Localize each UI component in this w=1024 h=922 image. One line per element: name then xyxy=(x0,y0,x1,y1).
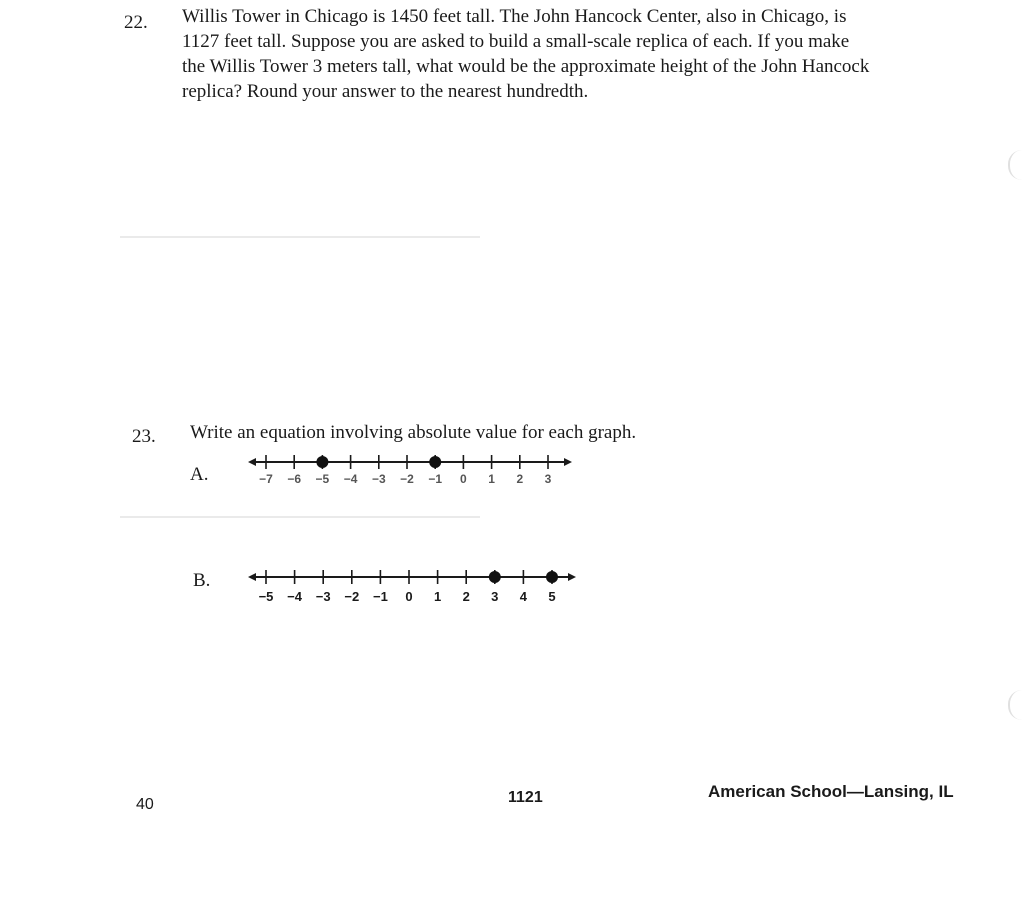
tick-label: 3 xyxy=(544,472,552,486)
tick-label: 1 xyxy=(488,472,495,486)
left-arrow-icon xyxy=(248,458,256,466)
tick-label: 0 xyxy=(460,472,467,486)
question-22-line: replica? Round your answer to the nearest hundredth. xyxy=(182,81,589,102)
plotted-point xyxy=(489,571,501,583)
question-22-line: Willis Tower in Chicago is 1450 feet tall. The John Hancock Center, also in Chicago, is xyxy=(182,6,847,27)
question-23-prompt: Write an equation involving absolute value for each graph. xyxy=(190,422,637,443)
tick-label: −1 xyxy=(372,589,388,604)
tick-label: −5 xyxy=(258,589,274,604)
part-b-label: B. xyxy=(193,570,211,591)
tick-label: −3 xyxy=(371,472,386,486)
part-a-label: A. xyxy=(190,464,209,485)
tick-label: −6 xyxy=(287,472,302,486)
tick-label: −2 xyxy=(344,589,360,604)
right-arrow-icon xyxy=(564,458,572,466)
part-b-number-line xyxy=(236,562,586,608)
bleed-through-number-line-2 xyxy=(120,505,490,555)
tick-label: −4 xyxy=(343,472,358,486)
question-22-number: 22. xyxy=(124,12,148,33)
question-22-line: 1127 feet tall. Suppose you are asked to build a small-scale replica of each. If you make xyxy=(182,31,850,52)
course-code: 1121 xyxy=(508,789,543,806)
publisher-name: American School—Lansing, IL xyxy=(708,782,954,801)
question-23-number: 23. xyxy=(132,426,156,447)
bleed-through-number-line xyxy=(120,225,490,275)
right-arrow-icon xyxy=(568,573,576,581)
tick-label: −2 xyxy=(400,472,414,486)
plotted-point xyxy=(429,456,441,468)
tick-label: 1 xyxy=(433,589,442,604)
left-arrow-icon xyxy=(248,573,256,581)
tick-label: −5 xyxy=(315,472,330,486)
question-22-line: the Willis Tower 3 meters tall, what would be the approximate height of the John Hancock xyxy=(182,56,870,77)
plotted-point xyxy=(316,456,328,468)
question-22-text xyxy=(182,4,869,104)
tick-label: 2 xyxy=(516,472,524,486)
plotted-point xyxy=(546,571,558,583)
tick-label: −4 xyxy=(287,589,303,604)
tick-label: 2 xyxy=(462,589,470,604)
tick-label: −3 xyxy=(315,589,331,604)
tick-label: 4 xyxy=(519,589,528,604)
paper-edge-mark-2 xyxy=(1008,690,1024,720)
page-number: 40 xyxy=(136,796,154,813)
tick-label: −1 xyxy=(428,472,443,486)
tick-label: −7 xyxy=(259,472,273,486)
tick-label: 3 xyxy=(491,589,499,604)
part-a-number-line xyxy=(236,448,586,492)
tick-label: 5 xyxy=(548,589,556,604)
paper-edge-mark xyxy=(1008,150,1024,180)
tick-label: 0 xyxy=(405,589,413,604)
